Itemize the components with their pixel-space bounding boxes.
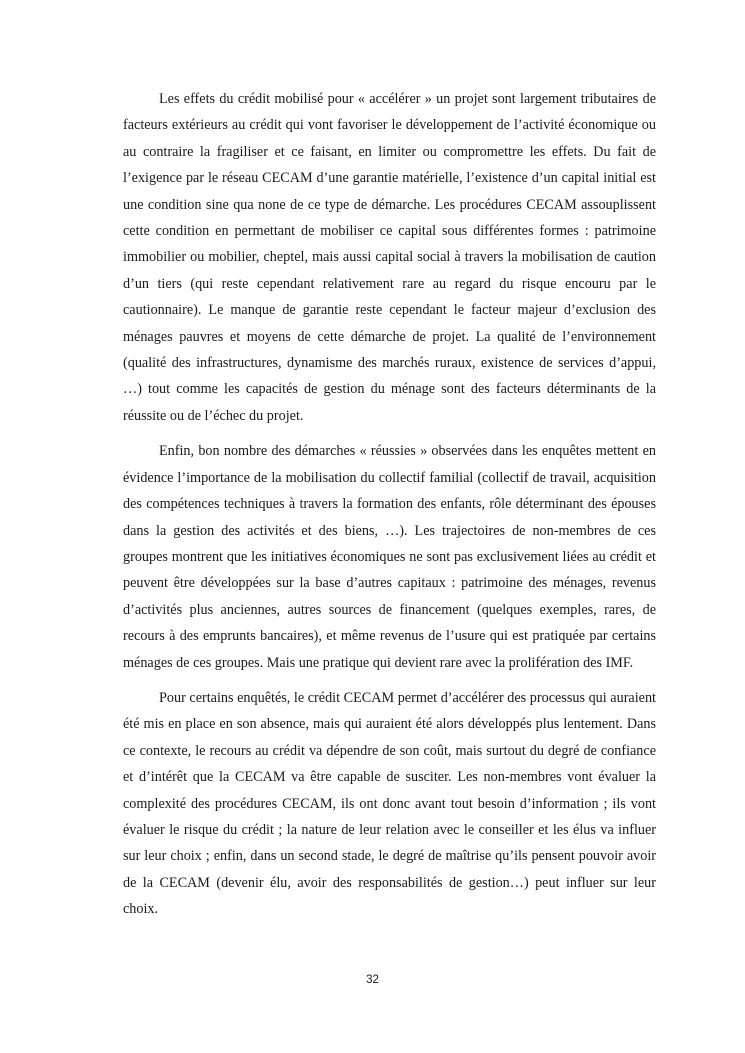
paragraph-2: Enfin, bon nombre des démarches « réussies » observées dans les enquêtes mettent en évidence l’importance de la mobilisation du collectif familial (collectif de travail, acquisition des compétences techniques à travers la formation des enfants, rôle déterminant des épouses dans la gestion des activités et des biens, …). Les trajectoires de non-membres de ces groupes montrent que les initiatives économiques ne sont pas exclusivement liées au crédit et peuvent être développées sur la base d’autres capitaux : patrimoine des ménages, revenus d’activités plus anciennes, autres sources de financement (quelques exemples, rares, de recours à des emprunts bancaires), et même revenus de l’usure qui est pratiquée par certains ménages de ces groupes. Mais une pratique qui devient rare avec la prolifération des IMF.	[123, 443, 656, 671]
paragraph-1: Les effets du crédit mobilisé pour « accélérer » un projet sont largement tributaires de facteurs extérieurs au crédit qui vont favoriser le développement de l’activité économique ou au contraire la fragiliser et ce faisant, en limiter ou compromettre les effets. Du fait de l’exigence par le réseau CECAM d’une garantie matérielle, l’existence d’un capital initial est une condition sine qua none de ce type de démarche. Les procédures CECAM assouplissent cette condition en permettant de mobiliser ce capital sous différentes formes : patrimoine immobilier ou mobilier, cheptel, mais aussi capital social à travers la mobilisation de caution d’un tiers (qui reste cependant relativement rare au regard du risque encouru par le cautionnaire). Le manque de garantie reste cependant le facteur majeur d’exclusion des ménages pauvres et moyens de cette démarche de projet. La qualité de l’environnement (qualité des infrastructures, dynamisme des marchés ruraux, existence de services d’appui, …) tout comme les capacités de gestion du ménage sont des facteurs déterminants de la réussite ou de l’échec du projet.	[123, 91, 656, 424]
page-number: 32	[366, 974, 379, 986]
paragraph-3: Pour certains enquêtés, le crédit CECAM permet d’accélérer des processus qui auraient été mis en place en son absence, mais qui auraient été alors développés plus lentement. Dans ce contexte, le recours au crédit va dépendre de son coût, mais surtout du degré de confiance et d’intérêt que la CECAM va être capable de susciter. Les non-membres vont évaluer la complexité des procédures CECAM, ils ont donc avant tout besoin d’information ; ils vont évaluer le risque du crédit ; la nature de leur relation avec le conseiller et les élus va influer sur leur choix ; enfin, dans un second stade, le degré de maîtrise qu’ils pensent pouvoir avoir de la CECAM (devenir élu, avoir des responsabilités de gestion…) peut influer sur leur choix.	[123, 689, 656, 918]
body-text	[123, 86, 656, 923]
